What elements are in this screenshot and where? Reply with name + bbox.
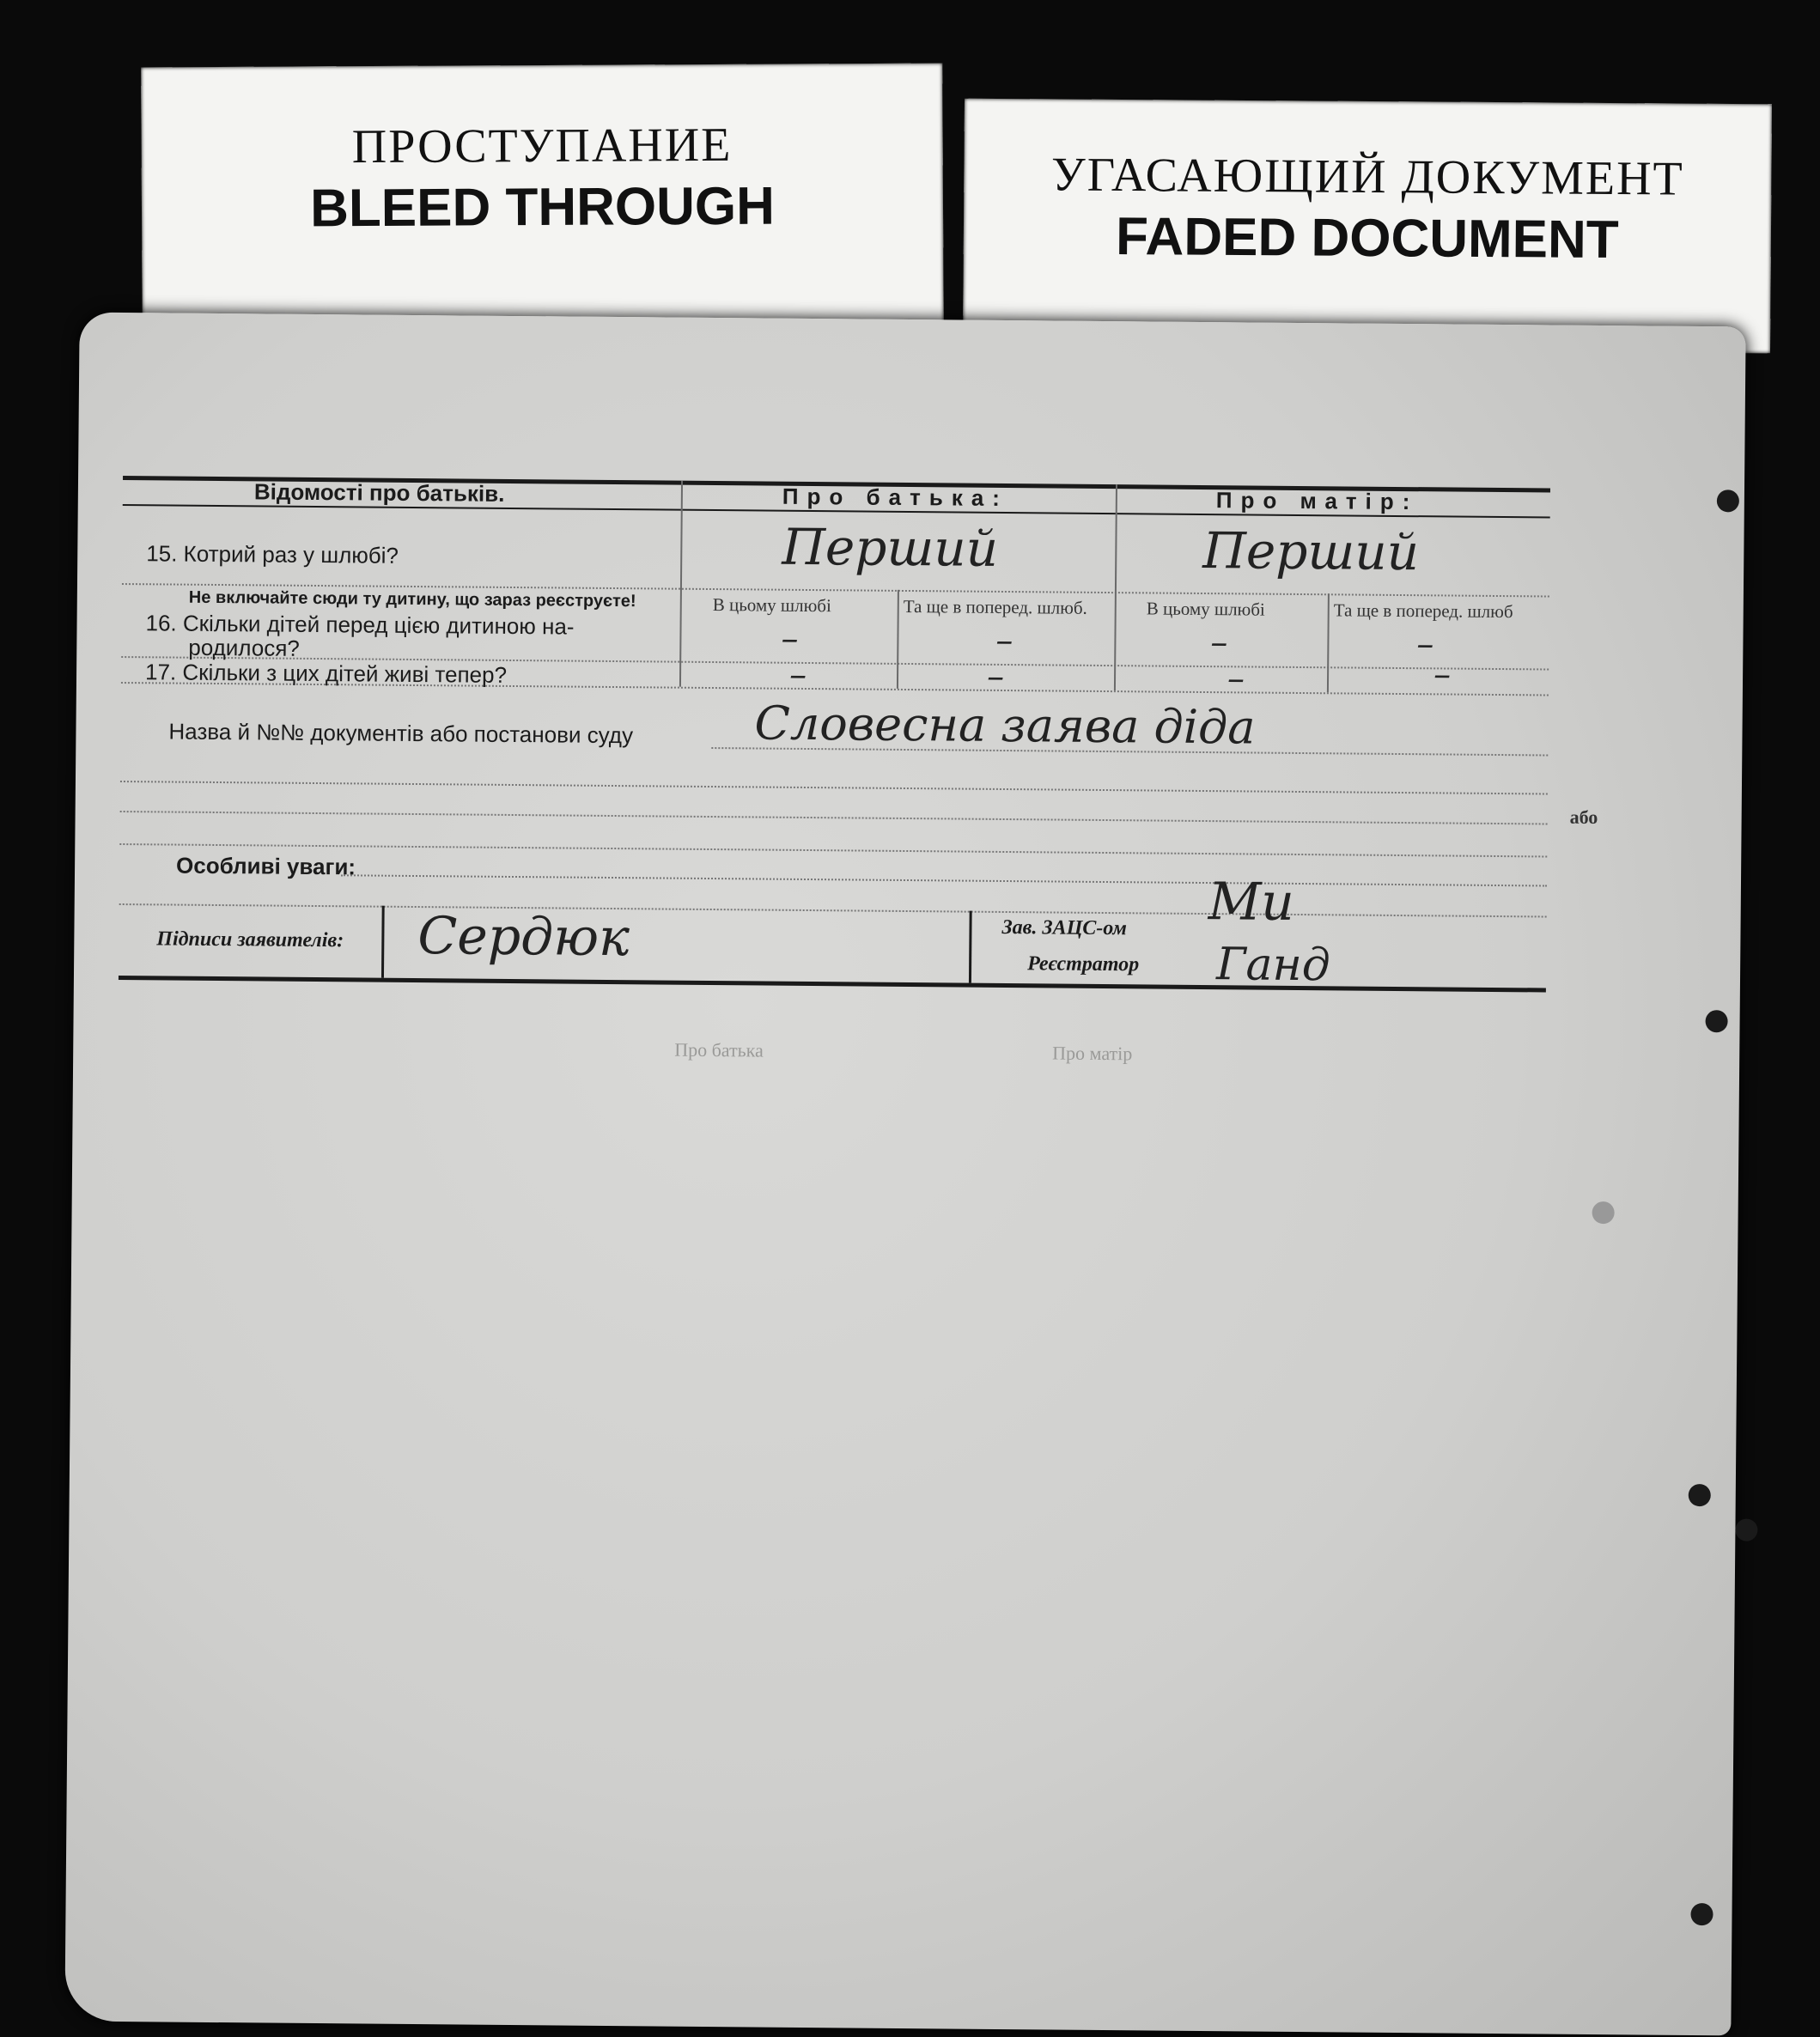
bleed-through-text: Про матір: [1052, 1042, 1133, 1065]
registrar-signature: Ганд: [1215, 939, 1331, 992]
bleed-through-card: [141, 64, 944, 351]
registry-head-label: Зав. ЗАЦС-ом: [1001, 915, 1127, 940]
handwritten-dash: –: [1433, 654, 1452, 695]
document-sheet: [64, 313, 1745, 2036]
card-label-english: FADED DOCUMENT: [1115, 206, 1619, 271]
signature-divider: [969, 911, 972, 983]
documents-label: Назва й №№ документів або постанови суду: [168, 718, 634, 749]
question-17-label: 17. Скільки з цих дітей живі тепер?: [144, 659, 508, 688]
question-16-label: 16. Скільки дітей перед цією дитиною на-: [145, 610, 575, 640]
subheader-this-marriage: В цьому шлюбі: [712, 594, 831, 617]
punch-hole: [1690, 1903, 1713, 1925]
applicant-signatures-label: Підписи заявителів:: [156, 927, 344, 952]
mother-column-header: Про матір:: [1215, 487, 1419, 515]
bleed-through-text: Про батька: [674, 1038, 764, 1061]
signature-divider: [381, 906, 385, 978]
punch-hole: [1689, 1484, 1711, 1506]
card-label-russian: ПРОСТУПАНИЕ: [351, 118, 733, 174]
handwritten-dash: –: [986, 656, 1005, 696]
question-16-note: Не включайте сюди ту дитину, що зараз реєструєте!: [188, 587, 636, 611]
column-divider: [679, 481, 683, 687]
handwritten-dash: –: [1227, 659, 1245, 699]
handwritten-dash: –: [1416, 624, 1434, 665]
applicant-signature: Сердюк: [417, 906, 630, 969]
mother-marriage-count: Перший: [1202, 520, 1420, 582]
docs-line: [120, 811, 1548, 825]
punch-hole: [1735, 1518, 1757, 1541]
punch-hole: [1717, 489, 1739, 512]
table-bottom-rule: [119, 976, 1546, 993]
bleed-through-text: або: [1569, 806, 1598, 829]
registrar-label: Реєстратор: [1027, 952, 1140, 976]
handwritten-dash: –: [781, 618, 799, 659]
card-label-english: BLEED THROUGH: [309, 176, 776, 239]
column-divider: [897, 590, 899, 689]
documents-value: Словесна заява діда: [754, 696, 1256, 755]
question-15-label: 15. Котрий раз у шлюбі?: [146, 540, 399, 569]
handwritten-dash: –: [1210, 623, 1228, 663]
subheader-prev-marriage: Та ще в поперед. шлюб.: [903, 595, 1087, 618]
father-marriage-count: Перший: [782, 517, 999, 578]
card-label-russian: УГАСАЮЩИЙ ДОКУМЕНТ: [1050, 148, 1684, 206]
subheader-prev-marriage: Та ще в поперед. шлюб: [1333, 599, 1513, 623]
faded-document-card: [963, 99, 1772, 354]
question-16-label-cont: родилося?: [188, 634, 300, 661]
handwritten-dash: –: [788, 654, 807, 695]
column-divider: [1114, 484, 1117, 690]
notes-line: [341, 874, 1547, 886]
head-signature: Ми: [1208, 872, 1295, 933]
punch-hole: [1705, 1010, 1727, 1032]
special-notes-label: Особливі уваги:: [175, 852, 356, 880]
column-divider: [1327, 593, 1330, 692]
docs-line: [120, 781, 1548, 795]
section-header: Відомості про батьків.: [253, 478, 505, 507]
father-column-header: Про батька:: [782, 483, 1009, 512]
handwritten-dash: –: [995, 620, 1013, 661]
subheader-this-marriage: В цьому шлюбі: [1146, 598, 1265, 620]
notes-line: [119, 903, 1547, 918]
punch-hole: [1592, 1201, 1615, 1224]
